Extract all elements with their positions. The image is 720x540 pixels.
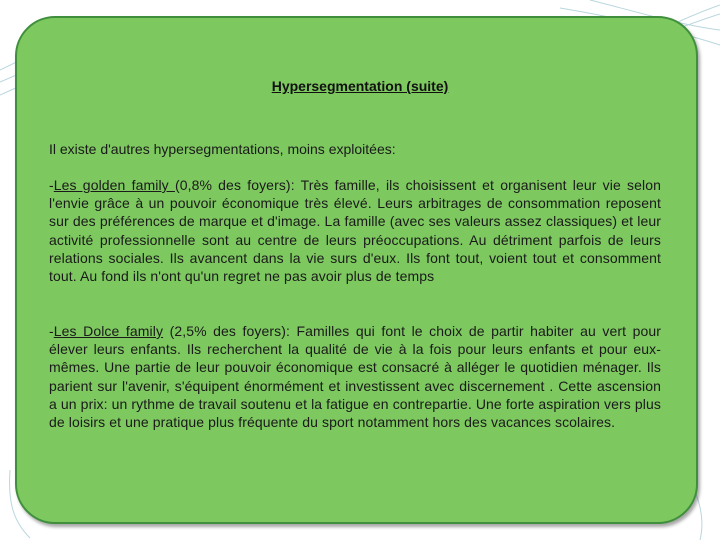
- paragraph-dolce-family: [49, 322, 661, 431]
- intro-text: Il existe d'autres hypersegmentations, moins exploitées:: [49, 141, 396, 157]
- segment-name: Les golden family: [53, 177, 175, 193]
- segment-share: (0,8% des foyers): [174, 177, 291, 193]
- segment-share: (2,5% des foyers): [163, 323, 286, 339]
- segment-description: : Familles qui font le choix de partir habiter au vert pour élever leurs enfants. Ils recherchent la qualité de vie à la fois pour leurs enfants et pour eux-mêmes. Une partie de leur pouvoir économique est consacré à alléger le quotidien ménager. Ils parient sur l'avenir, s'équipent énormément et investissent avec discernement . Cette ascension a un prix: un rythme de travail soutenu et la fatigue en contrepartie. Une forte aspiration vers plus de loisirs et une pratique plus fréquente du sport notamment hors des vacances scolaires.: [49, 323, 661, 431]
- page-title: Hypersegmentation (suite): [271, 78, 449, 94]
- segment-name: Les Dolce family: [53, 323, 164, 339]
- paragraph-prefix: -: [49, 177, 54, 193]
- paragraph-prefix: -: [49, 323, 54, 339]
- paragraph-golden-family: [49, 176, 661, 285]
- segment-description: : Très famille, ils choisissent et organisent leur vie selon l'envie grâce à un pouvoir économique très élevé. Leurs arbitrages de consommation reposent sur des préférences de marque et d'image. La famille (avec ses valeurs assez classiques) et leur activité professionnelle sont au centre de leurs préoccupations. Au détriment parfois de leurs relations sociales. Ils avancent dans la vie surs d'eux. Ils font tout, voient tout et consomment tout. Au fond ils n'ont qu'un regret ne pas avoir plus de temps: [49, 177, 661, 285]
